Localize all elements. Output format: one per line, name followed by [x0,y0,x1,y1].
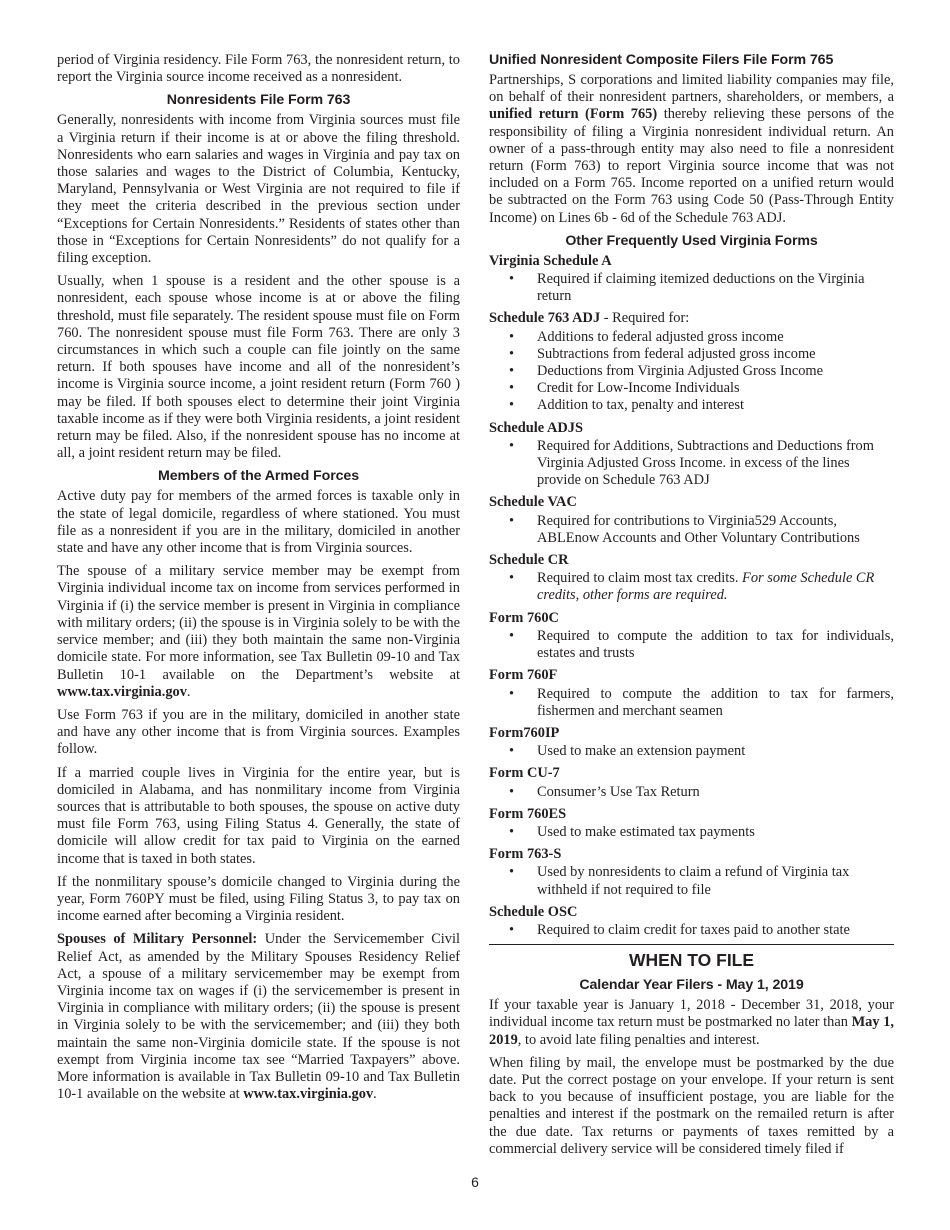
list-item: • Consumer’s Use Tax Return [509,783,700,800]
list-item: • Required to compute the addition to tax for farmers, fishermen and merchant seamen [509,685,894,719]
unified-text-a: Partnerships, S corporations and limited liability companies may file, on behalf of their nonresident partners, shareholders, or members, a [489,72,894,106]
form-name: Form 763-S [489,846,562,863]
list-item: • Additions to federal adjusted gross income [509,328,784,345]
list-item: • Required for Additions, Subtractions and Deductions from Virginia Adjusted Gross Income. in excess of the lines provide on Schedule 763 ADJ [509,437,874,489]
form-items [489,824,894,841]
spouses-paragraph [57,931,460,1103]
unified-paragraph [489,72,894,227]
list-item: • Required to claim most tax credits. For some Schedule CR credits, other forms are required. [509,570,875,604]
armed-forces-paragraph-5: If the nonmilitary spouse’s domicile changed to Virginia during the year, Form 760PY must be filed, using Filing Status 3, to pay tax on income earned after becoming a Virginia resident. [57,873,460,925]
list-item: • Used by nonresidents to claim a refund of Virginia tax withheld if not required to file [509,864,850,898]
unified-return-bold: unified return (Form 765) [489,106,658,123]
list-item: • Required for contributions to Virginia529 Accounts, ABLEnow Accounts and Other Voluntary Contributions [509,512,860,546]
armed-p2-text: The spouse of a military service member may be exempt from Virginia individual income tax on income from services performed in Virginia if (i) the service member is present in Virginia in compliance with military orders; (ii) the spouse is in Virginia solely to be with the service member; and (iii) they both maintain the same non-Virginia domicile state. For more information, see Tax Bulletin 09-10 and Tax Bulletin 10-1 available on the Department’s website at [57,563,460,683]
forms-list [489,253,894,939]
form-items [489,686,894,720]
form-name: Schedule CR [489,552,569,569]
armed-forces-paragraph-1: Active duty pay for members of the armed forces is taxable only in the state of legal domicile, regardless of where stationed. You must file as a nonresident if you are in the military, domiciled in another state and have any other income that is from Virginia sources. [57,488,460,557]
armed-p2-end: . [186,683,191,700]
form-items [489,438,894,490]
schedule-cr-note: For some Schedule CR credits, other forms are required. [537,570,875,604]
right-column [489,52,894,1164]
tax-website-link-2[interactable]: www.tax.virginia.gov [243,1086,374,1103]
list-item: • Required to claim credit for taxes paid to another state [509,921,850,938]
form-name: Form 760ES [489,805,567,822]
form-items [489,628,894,662]
page-number: 6 [471,1174,479,1190]
form-items [489,513,894,547]
list-item: • Addition to tax, penalty and interest [509,397,745,414]
form-items [489,743,894,760]
form-items [489,864,894,898]
list-item: • Used to make an extension payment [509,743,746,760]
form-name: Form760IP [489,724,560,741]
list-item: • Required if claiming itemized deductions on the Virginia return [509,271,865,305]
form-name: Schedule ADJS [489,419,583,436]
list-item: • Credit for Low-Income Individuals [509,380,740,397]
form-requirement: - Required for: [600,310,690,327]
nonresidents-paragraph-1: Generally, nonresidents with income from Virginia sources must file a Virginia return if their income is at or above the filing threshold. Nonresidents who earn salaries and wages in Virginia and pay tax on those salaries and wages to the District of Columbia, Kentucky, Maryland, Pennsylvania or West Virginia are not required to file if they meet the criteria described in the previous section under “Exceptions for Certain Nonresidents.” Residents of states other than those in “Exceptions for Certain Nonresidents” do not qualify for a filing exception. [57,112,460,267]
other-forms-heading: Other Frequently Used Virginia Forms [565,232,818,249]
unified-text-b: thereby relieving these persons of the responsibility of filing a Virginia nonresident individual return. An owner of a pass-through entity may also need to file a nonresident return (Form 763) to report Virginia source income that was not included on a Form 765. Income reported on a unified return would be subtracted on the Form 763 using Code 50 (Pass-Through Entity Income) on Lines 6b - 6d of the Schedule 763 ADJ. [489,106,894,226]
intro-paragraph: period of Virginia residency. File Form 763, the nonresident return, to report the Virginia source income received as a nonresident. [57,52,460,86]
spouses-label: Spouses of Military Personnel: [57,931,258,948]
list-item: • Subtractions from federal adjusted gross income [509,345,816,362]
form-items [489,922,894,939]
armed-forces-heading: Members of the Armed Forces [158,468,359,485]
form-name: Virginia Schedule A [489,252,612,269]
form-items [489,329,894,415]
left-column [57,52,460,1109]
form-name: Schedule VAC [489,494,577,511]
nonresidents-heading: Nonresidents File Form 763 [166,92,351,109]
form-name: Form 760C [489,609,559,626]
spouses-end: . [373,1086,377,1103]
list-item: • Deductions from Virginia Adjusted Gross Income [509,363,823,380]
when-paragraph-1: If your taxable year is January 1, 2018 - December 31, 2018, your individual income tax return must be postmarked no later than May 1, 2019, to avoid late filing penalties and interest. [489,997,894,1048]
section-divider [489,944,894,945]
tax-website-link[interactable]: www.tax.virginia.gov [57,683,187,700]
form-items [489,271,894,305]
calendar-year-heading: Calendar Year Filers - May 1, 2019 [579,977,804,994]
unified-heading: Unified Nonresident Composite Filers File Form 765 [489,52,834,68]
list-item: • Required to compute the addition to tax for individuals, estates and trusts [509,627,894,662]
armed-forces-paragraph-4: If a married couple lives in Virginia for the entire year, but is domiciled in Alabama, and has nonmilitary income from Virginia sources that is attributable to both spouses, the spouse on active duty must file Form 763, using Filing Status 4. Generally, the state of domicile will allow credit for tax paid to Virginia on the earned income that is taxed in both states. [57,764,460,867]
due-date-bold: May 1, 2019 [489,1014,894,1048]
when-paragraph-2: When filing by mail, the envelope must be postmarked by the due date. Put the correct postage on your envelope. If your return is sent back to you because of insufficient postage, you are liable for the penalties and interest if the postmark on the remailed return is after the due date. Tax returns or payments of taxes remitted by a commercial delivery service will be considered timely filed if [489,1054,894,1157]
form-name: Form 760F [489,667,558,684]
form-items [489,570,894,604]
spouses-text: Under the Servicemember Civil Relief Act, as amended by the Military Spouses Residency Relief Act, a spouse of a military servicemember may be exempt from Virginia income tax on wages if (i) the servicemember is present in Virginia in compliance with military orders; (ii) the spouse is present in Virginia solely to be with the servicemember; and (iii) they both maintain the same non-Virginia domicile state. If the spouse is not exempt from Virginia income tax see “Married Taxpayers” above. More information is available in Tax Bulletin 09-10 and Tax Bulletin 10-1 available on the website at [57,931,460,1103]
list-item: • Used to make estimated tax payments [509,823,755,840]
form-name: Form CU-7 [489,765,560,782]
armed-forces-paragraph-3: Use Form 763 if you are in the military, domiciled in another state and have any other income that is from Virginia sources. Examples follow. [57,706,460,758]
nonresidents-paragraph-2: Usually, when 1 spouse is a resident and the other spouse is a nonresident, each spouse whose income is at or above the filing threshold, must file separately. The resident spouse must file on Form 760. The nonresident spouse must file Form 763. There are only 3 circumstances in which such a couple can file jointly on the same return. If both spouses have income and all of the nonresident’s income is Virginia source income, a joint resident return (Form 760 ) may be filed. If both spouses elect to determine their joint Virginia taxable income as if they were both Virginia residents, a joint resident return may be filed. Also, if the nonresident spouse has no income at all, a joint resident return may be filed. [57,273,460,462]
form-items [489,784,894,801]
form-name: Schedule 763 ADJ - Required for: [489,310,690,327]
bullet: • [509,271,515,288]
when-to-file-heading: WHEN TO FILE [628,950,755,971]
armed-forces-paragraph-2 [57,563,460,701]
form-name: Schedule OSC [489,903,578,920]
